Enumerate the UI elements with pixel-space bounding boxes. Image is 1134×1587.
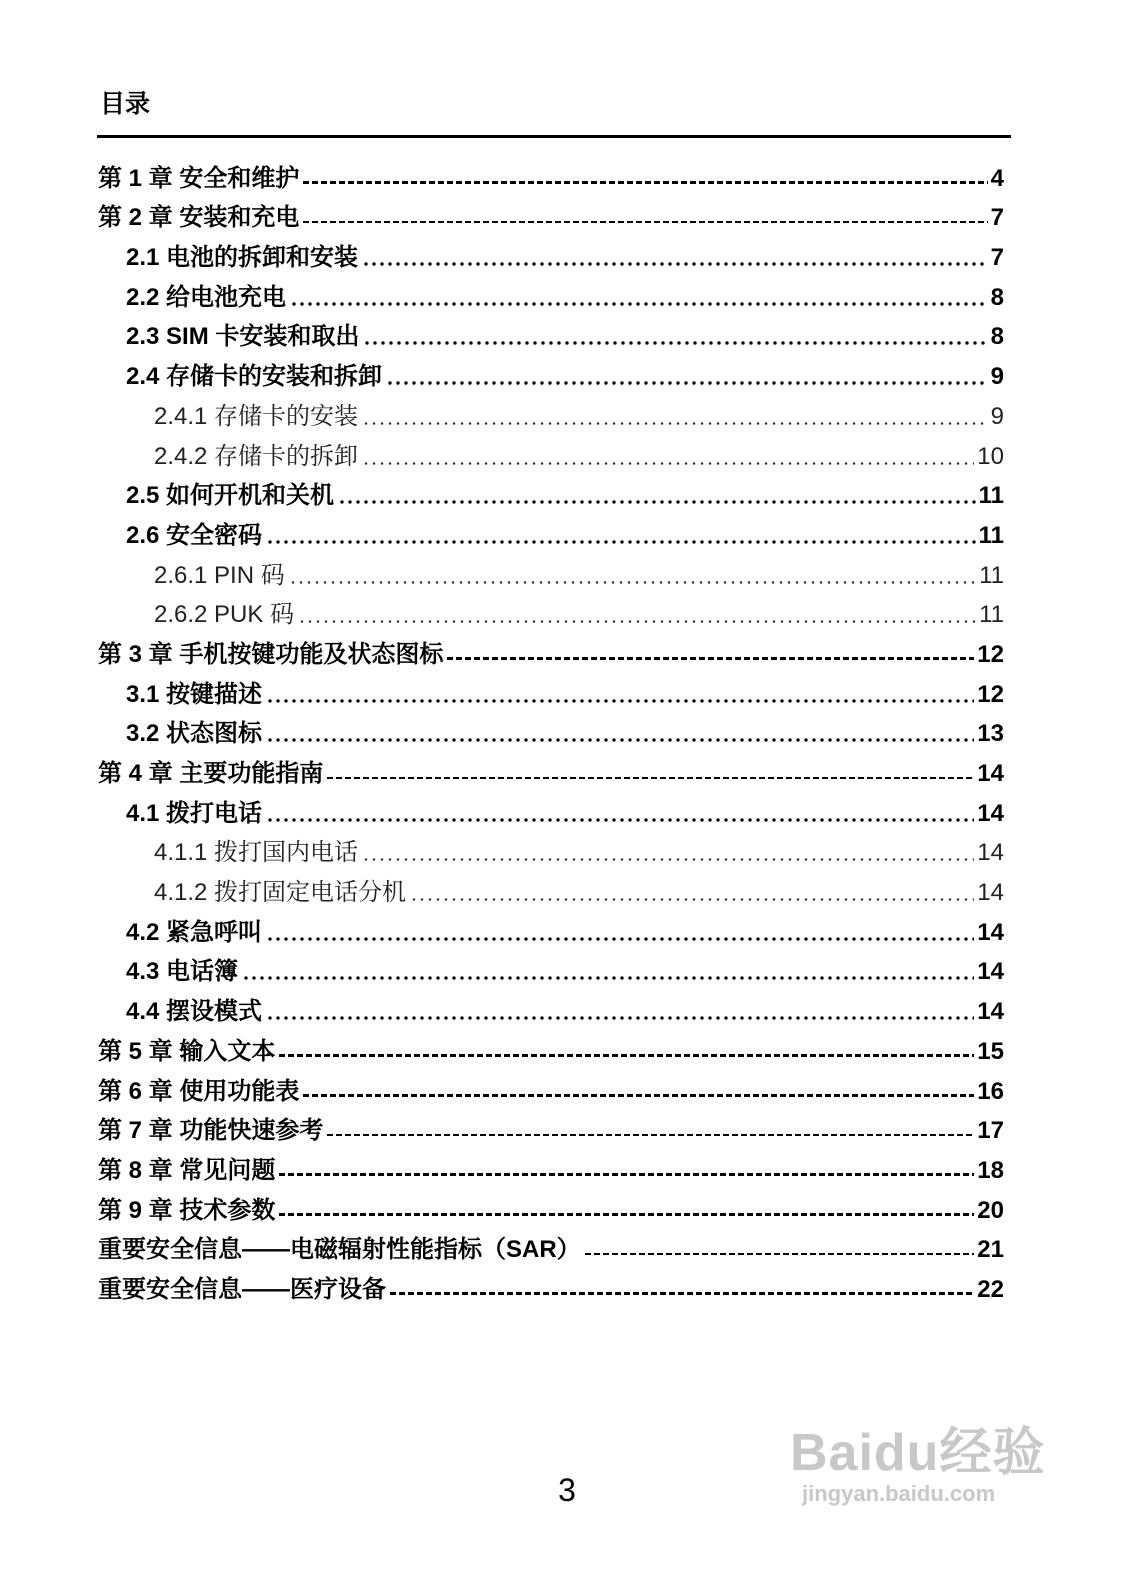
toc-entry-page: 11 <box>978 521 1004 549</box>
toc-entry-label: 3.1 按键描述 <box>126 680 263 708</box>
toc-entry-page: 10 <box>977 442 1004 470</box>
leader-line <box>266 1016 974 1020</box>
toc-entry[interactable] <box>98 791 1004 831</box>
toc-entry-page: 15 <box>977 1037 1004 1065</box>
leader-line <box>298 620 976 623</box>
toc-entry-page: 8 <box>990 323 1004 351</box>
toc-entry[interactable] <box>98 156 1004 196</box>
toc-entry-page: 14 <box>977 918 1004 946</box>
toc-entry[interactable] <box>98 1109 1004 1149</box>
toc-entry-label: 4.1.2 拨打固定电话分机 <box>154 879 407 907</box>
leader-line <box>242 976 974 980</box>
toc-entry[interactable] <box>98 910 1004 950</box>
toc-entry[interactable] <box>98 950 1004 990</box>
toc-entry-label: 2.5 如何开机和关机 <box>126 482 335 510</box>
toc-entry-page: 7 <box>990 244 1004 272</box>
toc-entry-page: 21 <box>977 1236 1004 1264</box>
toc-entry-label: 2.3 SIM 卡安装和取出 <box>126 323 360 351</box>
toc-entry[interactable] <box>98 315 1004 355</box>
toc-entry-page: 22 <box>977 1275 1004 1303</box>
toc-entry[interactable] <box>98 632 1004 672</box>
toc-entry[interactable] <box>98 1267 1004 1307</box>
toc-entry[interactable] <box>98 235 1004 275</box>
leader-line <box>290 302 988 306</box>
leader-line <box>338 500 976 504</box>
toc-entry-label: 4.1 拨打电话 <box>126 799 263 827</box>
watermark-logo: Baidu经验 <box>790 1424 1046 1482</box>
toc-entry-page: 11 <box>979 601 1004 629</box>
toc-entry-label: 第 6 章 使用功能表 <box>98 1077 300 1105</box>
toc-entry-label: 2.6.1 PIN 码 <box>154 561 285 589</box>
toc-entry-label: 第 5 章 输入文本 <box>98 1037 276 1065</box>
leader-line <box>289 581 976 584</box>
toc-entry[interactable] <box>98 712 1004 752</box>
toc-entry-label: 4.1.1 拨打国内电话 <box>154 839 359 867</box>
toc-entry-page: 12 <box>977 640 1004 668</box>
leader-line <box>585 1253 975 1256</box>
toc-entry-label: 2.4.2 存储卡的拆卸 <box>154 442 359 470</box>
toc-entry[interactable] <box>98 196 1004 236</box>
toc-entry-page: 7 <box>990 204 1004 232</box>
toc-entry-page: 14 <box>977 879 1004 907</box>
title-divider <box>97 135 1011 138</box>
leader-line <box>266 818 974 822</box>
toc-entry-label: 2.1 电池的拆卸和安装 <box>126 244 359 272</box>
toc-entry[interactable] <box>98 593 1004 633</box>
leader-line <box>303 221 987 224</box>
toc-entry-page: 12 <box>977 680 1004 708</box>
leader-line <box>266 738 974 742</box>
toc-entry-label: 第 3 章 手机按键功能及状态图标 <box>98 640 444 668</box>
leader-line <box>279 1054 974 1057</box>
leader-line <box>266 540 976 544</box>
toc-entry-page: 14 <box>977 958 1004 986</box>
toc-entry[interactable] <box>98 1228 1004 1268</box>
leader-line <box>266 937 974 941</box>
leader-line <box>279 1173 974 1176</box>
toc-entry-label: 2.4 存储卡的安装和拆卸 <box>126 363 383 391</box>
toc-entry-page: 11 <box>978 482 1004 510</box>
toc-entry-label: 4.3 电话簿 <box>126 958 239 986</box>
leader-line <box>327 1134 974 1137</box>
leader-line <box>362 858 974 861</box>
table-of-contents <box>98 156 1004 1307</box>
toc-entry-page: 13 <box>977 720 1004 748</box>
toc-entry-label: 第 2 章 安装和充电 <box>98 204 300 232</box>
toc-entry-label: 第 8 章 常见问题 <box>98 1156 276 1184</box>
toc-entry[interactable] <box>98 553 1004 593</box>
toc-entry[interactable] <box>98 751 1004 791</box>
toc-entry[interactable] <box>98 1148 1004 1188</box>
baidu-watermark <box>790 1410 1045 1507</box>
toc-entry-label: 重要安全信息——电磁辐射性能指标（SAR） <box>98 1236 581 1264</box>
toc-entry-page: 18 <box>977 1156 1004 1184</box>
leader-line <box>410 898 974 901</box>
toc-entry[interactable] <box>98 394 1004 434</box>
toc-entry[interactable] <box>98 989 1004 1029</box>
toc-entry[interactable] <box>98 831 1004 871</box>
toc-entry-page: 14 <box>977 799 1004 827</box>
toc-entry-label: 2.2 给电池充电 <box>126 283 287 311</box>
leader-line <box>363 341 987 345</box>
toc-entry[interactable] <box>98 474 1004 514</box>
toc-entry-page: 14 <box>977 998 1004 1026</box>
toc-entry-page: 14 <box>977 839 1004 867</box>
toc-entry[interactable] <box>98 513 1004 553</box>
toc-entry-label: 4.4 摆设模式 <box>126 998 263 1026</box>
leader-line <box>303 1094 974 1097</box>
leader-line <box>447 657 974 660</box>
leader-line <box>386 381 988 385</box>
page-number: 3 <box>558 1472 576 1508</box>
toc-entry-page: 4 <box>990 164 1004 192</box>
toc-title: 目录 <box>100 90 151 118</box>
toc-entry-page: 11 <box>979 561 1004 589</box>
leader-line <box>362 422 988 425</box>
toc-entry-page: 9 <box>990 363 1004 391</box>
toc-entry-label: 4.2 紧急呼叫 <box>126 918 263 946</box>
toc-entry-label: 2.4.1 存储卡的安装 <box>154 402 359 430</box>
leader-line <box>279 1213 974 1216</box>
leader-line <box>303 181 987 184</box>
leader-line <box>266 699 974 703</box>
toc-entry-page: 8 <box>990 283 1004 311</box>
toc-entry-label: 第 7 章 功能快速参考 <box>98 1117 324 1145</box>
toc-entry-label: 第 1 章 安全和维护 <box>98 164 300 192</box>
toc-entry[interactable] <box>98 1188 1004 1228</box>
toc-entry[interactable] <box>98 354 1004 394</box>
toc-entry-page: 20 <box>977 1196 1004 1224</box>
leader-line <box>327 777 974 780</box>
leader-line <box>362 262 988 266</box>
watermark-url: jingyan.baidu.com <box>802 1481 996 1506</box>
toc-entry[interactable] <box>98 1069 1004 1109</box>
toc-entry-label: 3.2 状态图标 <box>126 720 263 748</box>
toc-entry-page: 9 <box>990 402 1004 430</box>
toc-entry-label: 第 9 章 技术参数 <box>98 1196 276 1224</box>
toc-entry-label: 2.6.2 PUK 码 <box>154 601 295 629</box>
toc-entry[interactable] <box>98 434 1004 474</box>
toc-entry-page: 14 <box>977 760 1004 787</box>
toc-entry[interactable] <box>98 275 1004 315</box>
toc-entry[interactable] <box>98 870 1004 910</box>
toc-entry[interactable] <box>98 672 1004 712</box>
toc-entry[interactable] <box>98 1029 1004 1069</box>
toc-entry-label: 重要安全信息——医疗设备 <box>98 1275 386 1303</box>
leader-line <box>390 1292 974 1295</box>
toc-entry-label: 2.6 安全密码 <box>126 521 263 549</box>
toc-entry-label: 第 4 章 主要功能指南 <box>98 760 324 787</box>
toc-entry-page: 17 <box>977 1117 1004 1145</box>
leader-line <box>362 462 974 465</box>
toc-entry-page: 16 <box>977 1077 1004 1105</box>
